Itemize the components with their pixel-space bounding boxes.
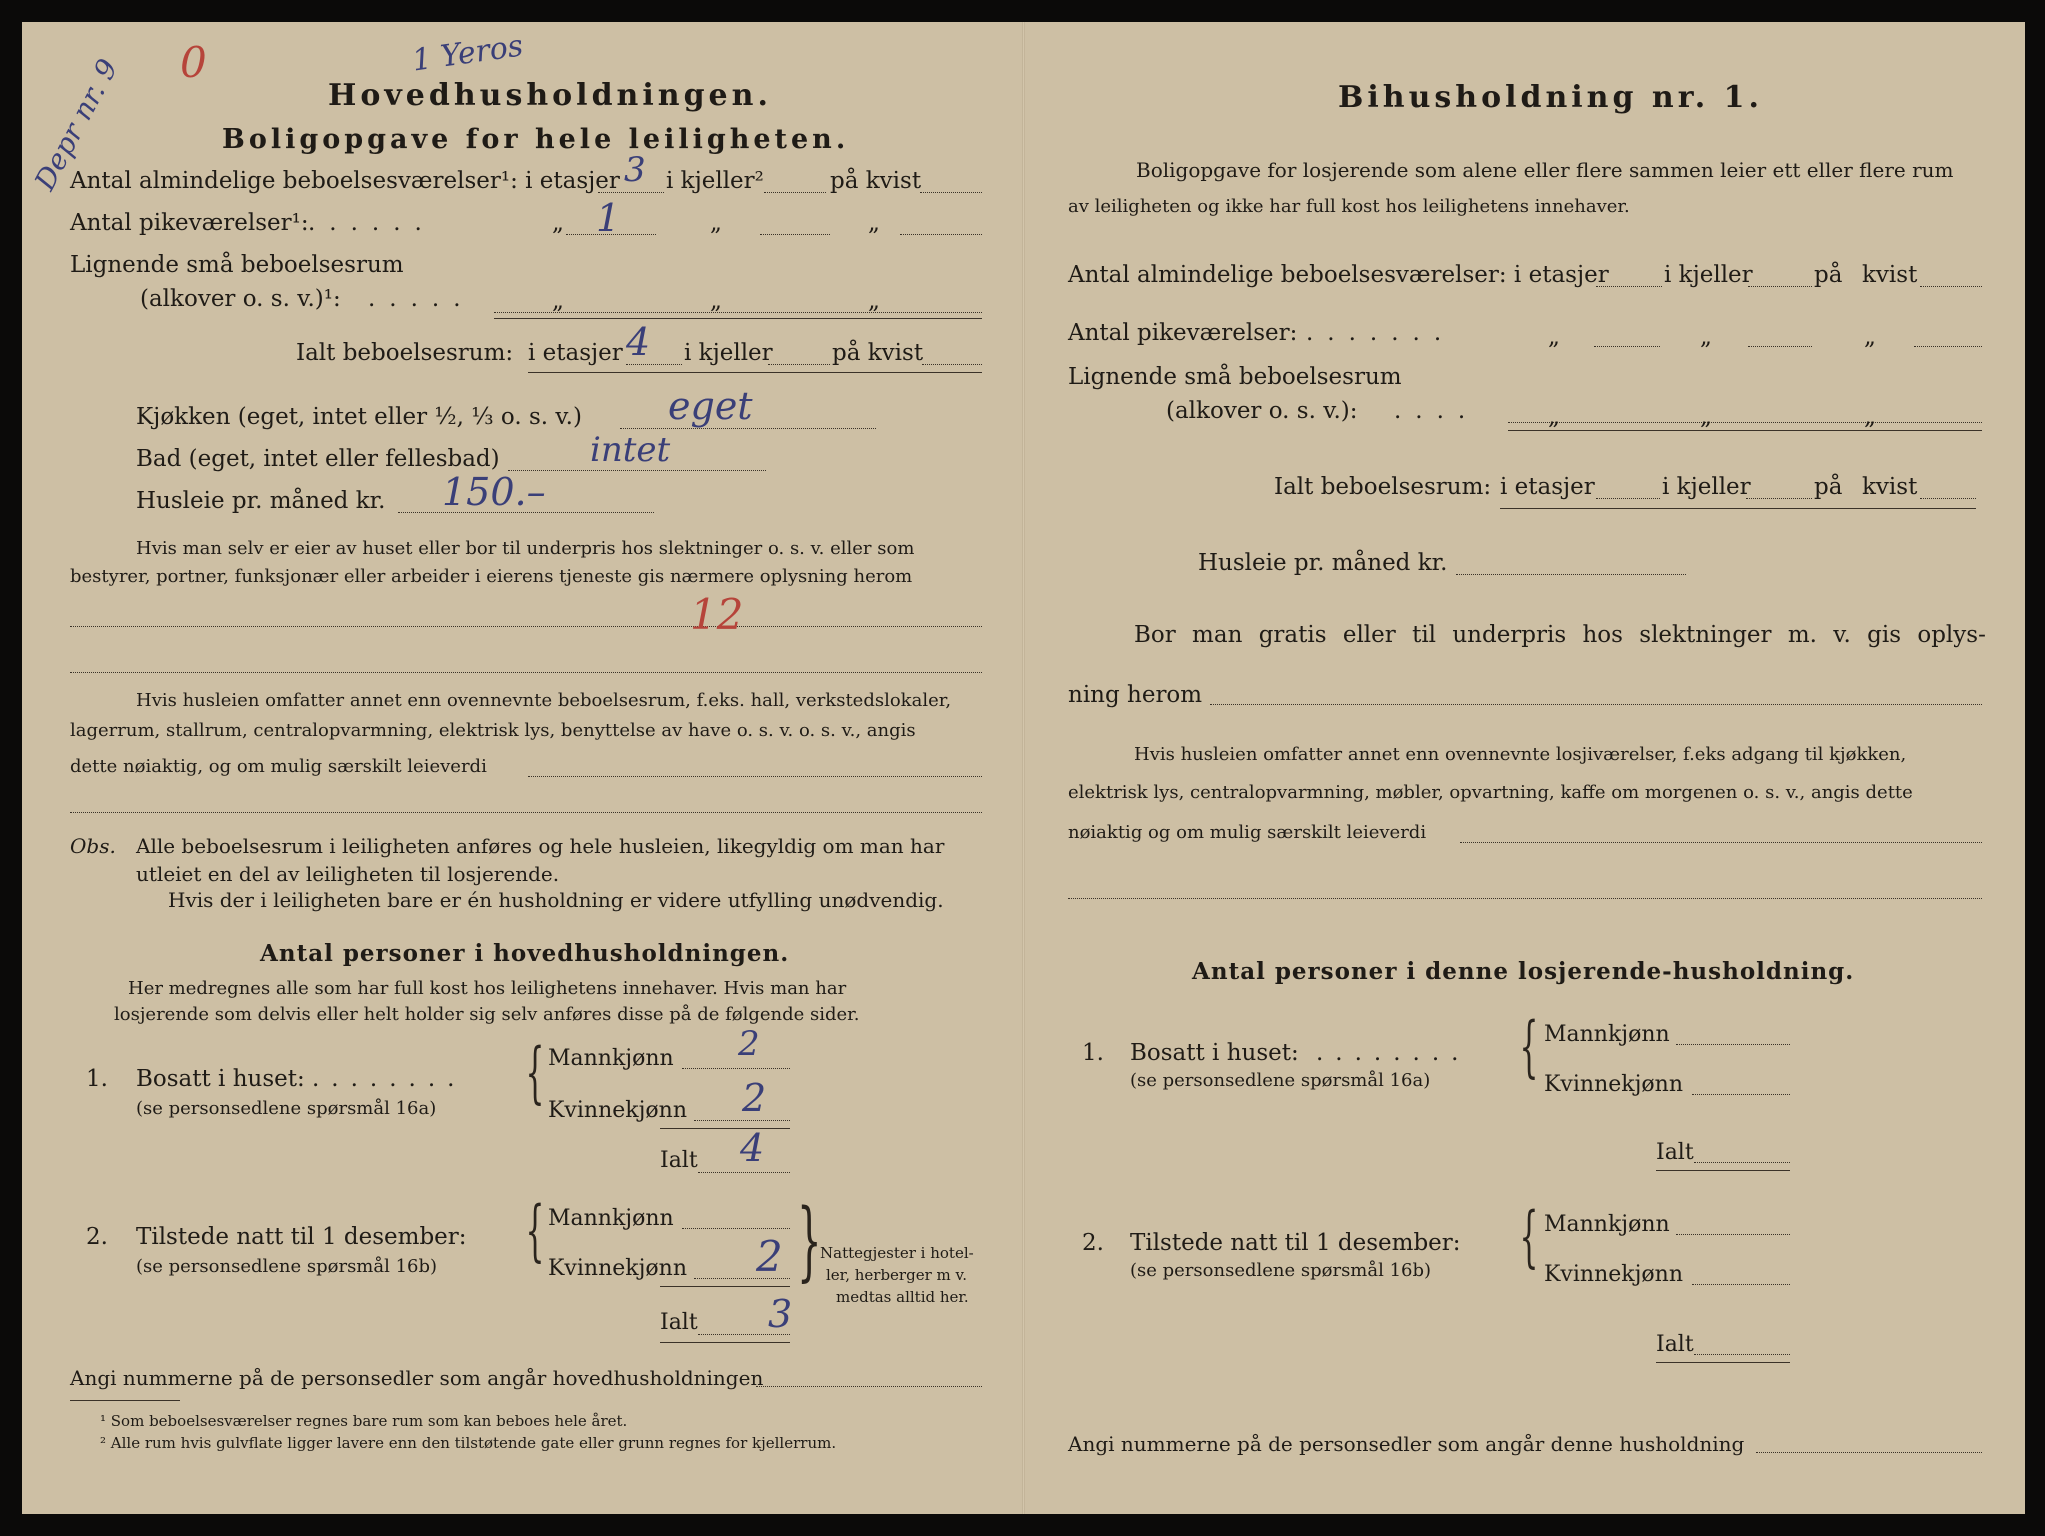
left-q1-ialt-label: Ialt — [660, 1148, 698, 1173]
left-lign-ditto-2: „ — [710, 288, 722, 314]
left-alm-kjeller-label: i kjeller² — [666, 168, 764, 194]
right-q2-number: 2. — [1082, 1230, 1104, 1256]
right-row-alm-label: Antal almindelige beboelsesværelser: i etasjer — [1068, 262, 1609, 288]
right-oms-line-2: elektrisk lys, centralopvarmning, møbler, opvartning, kaffe om morgenen o. s. v., angis dette — [1068, 782, 1913, 803]
left-footnote-1: ¹ Som beboelsesværelser regnes bare rum som kan beboes hele året. — [100, 1412, 628, 1430]
hw-kjokken-value: eget — [668, 384, 753, 428]
right-pike-kvist-field[interactable] — [1914, 346, 1982, 347]
right-oms-line-3: nøiaktig og om mulig særskilt leieverdi — [1068, 822, 1427, 843]
hw-q2-ialt: 3 — [768, 1292, 793, 1336]
left-kjokken-field[interactable] — [620, 428, 876, 429]
right-title: Bihusholdning nr. 1. — [1338, 80, 1763, 115]
right-q1-ialt-field[interactable] — [1694, 1162, 1790, 1163]
right-persons-title: Antal personer i denne losjerende-husholdning. — [1192, 958, 1855, 985]
right-q2-kvinne-field[interactable] — [1692, 1284, 1790, 1285]
left-lign-ditto-1: „ — [552, 288, 564, 314]
left-ialt-etasjer-label: i etasjer — [528, 340, 623, 366]
left-pike-kvist-field[interactable] — [900, 234, 982, 235]
left-q1-label: Bosatt i huset: — [136, 1066, 305, 1092]
left-alm-kvist-label: på kvist — [830, 168, 922, 194]
left-q2-closing-brace: } — [797, 1191, 822, 1291]
left-footnote-rule — [70, 1400, 180, 1401]
right-alm-kjeller-field[interactable] — [1748, 286, 1812, 287]
left-footnote-2: ² Alle rum hvis gulvflate ligger lavere enn den tilstøtende gate eller grunn regnes for kjellerrum. — [100, 1434, 837, 1452]
left-eier-line-1: Hvis man selv er eier av huset eller bor til underpris hos slektninger o. s. v. eller som — [136, 538, 915, 559]
right-q1-ialt-rule — [1656, 1170, 1790, 1171]
left-row-lign-sub-label: (alkover o. s. v.)¹: — [140, 286, 341, 312]
left-q2-mann-label: Mannkjønn — [548, 1206, 674, 1231]
left-lign-field[interactable] — [494, 312, 982, 313]
right-q2-mann-label: Mannkjønn — [1544, 1212, 1670, 1237]
right-oms-field-1[interactable] — [1460, 842, 1982, 843]
left-alm-kvist-field[interactable] — [920, 192, 982, 193]
hw-q1-mann: 2 — [738, 1024, 760, 1064]
right-alm-etasjer-field[interactable] — [1596, 286, 1662, 287]
left-obs-line-1: Alle beboelsesrum i leiligheten anføres og hele husleien, likegyldig om man har — [136, 834, 945, 858]
right-gratis-line-1: Bor man gratis eller til underpris hos slektninger m. v. gis oplys- — [1134, 622, 1986, 648]
right-row-lign-sub-label: (alkover o. s. v.): — [1166, 398, 1358, 424]
right-q2-ialt-label: Ialt — [1656, 1332, 1694, 1357]
right-lign-ditto-2: „ — [1700, 404, 1712, 430]
left-q1-mann-field[interactable] — [682, 1068, 790, 1069]
right-lign-ditto-1: „ — [1548, 404, 1560, 430]
right-q1-kvinne-field[interactable] — [1692, 1094, 1790, 1095]
right-q1-number: 1. — [1082, 1040, 1104, 1066]
right-alm-kvist-field[interactable] — [1920, 286, 1982, 287]
right-pike-ditto-1: „ — [1548, 324, 1560, 350]
left-kjokken-label: Kjøkken (eget, intet eller ½, ⅓ o. s. v.) — [136, 404, 582, 430]
left-eier-line-2: bestyrer, portner, funksjonær eller arbeider i eierens tjeneste gis nærmere oplysning herom — [70, 566, 913, 587]
left-pike-dots: ...... — [308, 210, 436, 236]
left-pike-ditto-3: „ — [868, 210, 880, 236]
right-ialt-etasjer-label: i etasjer — [1500, 474, 1595, 500]
right-intro-line-1: Boligopgave for losjerende som alene eller flere sammen leier ett eller flere rum — [1136, 158, 1954, 182]
left-ialt-kjeller-field[interactable] — [768, 364, 830, 365]
right-ialt-kjeller-field[interactable] — [1746, 498, 1812, 499]
right-lign-field[interactable] — [1508, 422, 1982, 423]
right-pike-ditto-2: „ — [1700, 324, 1712, 350]
hw-bad-value: intet — [590, 430, 671, 470]
right-intro-line-2: av leiligheten og ikke har full kost hos leilighetens innehaver. — [1068, 196, 1630, 217]
right-q1-mann-label: Mannkjønn — [1544, 1022, 1670, 1047]
left-title: Hovedhusholdningen. — [328, 78, 772, 113]
left-natt-line-2: ler, herberger m v. — [826, 1266, 967, 1284]
left-q1-sum-rule — [660, 1128, 790, 1129]
left-lign-sum-rule — [494, 318, 982, 319]
hw-ialt-etasjer-value: 4 — [626, 320, 651, 364]
left-q2-kvinne-label: Kvinnekjønn — [548, 1256, 687, 1281]
right-oms-field-2[interactable] — [1068, 898, 1982, 899]
left-q2-mann-field[interactable] — [682, 1228, 790, 1229]
right-row-lign-label: Lignende små beboelsesrum — [1068, 364, 1402, 390]
left-oms-field-1[interactable] — [528, 776, 982, 777]
right-ialt-kvist-field[interactable] — [1920, 498, 1976, 499]
hw-q1-kvinne: 2 — [742, 1076, 767, 1120]
left-obs-label: Obs. — [70, 834, 116, 858]
right-q1-dots: ........ — [1316, 1040, 1471, 1066]
right-pike-kjeller-field[interactable] — [1748, 346, 1812, 347]
left-q1-kvinne-label: Kvinnekjønn — [548, 1098, 687, 1123]
left-q2-brace: { — [525, 1192, 545, 1269]
hw-top-note: 1 Yeros — [410, 28, 526, 79]
left-obs-line-3: Hvis der i leiligheten bare er én husholdning er videre utfylling unødvendig. — [168, 888, 944, 912]
left-bad-field[interactable] — [508, 470, 766, 471]
right-husleie-field[interactable] — [1456, 574, 1686, 575]
right-q2-label: Tilstede natt til 1 desember: — [1130, 1230, 1461, 1256]
right-row-pike-label: Antal pikeværelser: — [1068, 320, 1298, 346]
left-q2-ialt-rule — [660, 1342, 790, 1343]
right-q1-kvinne-label: Kvinnekjønn — [1544, 1072, 1683, 1097]
right-q1-brace: { — [1519, 1008, 1539, 1085]
left-row-lign-label: Lignende små beboelsesrum — [70, 252, 404, 278]
right-row-ialt-label: Ialt beboelsesrum: — [1274, 474, 1492, 500]
left-eier-field-2[interactable] — [70, 672, 982, 673]
left-row-alm-label: Antal almindelige beboelsesværelser¹: i etasjer — [70, 168, 620, 194]
left-bad-label: Bad (eget, intet eller fellesbad) — [136, 446, 500, 472]
left-ialt-rule — [528, 372, 982, 373]
hw-q1-ialt: 4 — [740, 1126, 765, 1170]
left-natt-line-1: Nattegjester i hotel- — [820, 1244, 974, 1262]
left-q2-sum-rule — [660, 1286, 790, 1287]
right-q2-sub: (se personsedlene spørsmål 16b) — [1130, 1260, 1432, 1281]
hw-margin-note: Depr nr. 9 — [28, 53, 125, 196]
left-q1-brace: { — [525, 1034, 545, 1111]
left-natt-line-3: medtas alltid her. — [836, 1288, 969, 1306]
left-oms-line-1: Hvis husleien omfatter annet enn ovennevnte beboelsesrum, f.eks. hall, verkstedslokaler, — [136, 690, 952, 711]
hw-red-mark: 0 — [180, 38, 207, 87]
left-q1-mann-label: Mannkjønn — [548, 1046, 674, 1071]
left-row-pike-label: Antal pikeværelser¹: — [70, 210, 309, 236]
right-angi-label: Angi nummerne på de personsedler som angår denne husholdning — [1068, 1432, 1745, 1456]
left-q2-label: Tilstede natt til 1 desember: — [136, 1224, 467, 1250]
left-husleie-label: Husleie pr. måned kr. — [136, 488, 386, 514]
right-pike-etasjer-field[interactable] — [1594, 346, 1660, 347]
right-q1-sub: (se personsedlene spørsmål 16a) — [1130, 1070, 1431, 1091]
right-ialt-paa-label: på — [1814, 474, 1843, 500]
right-angi-field[interactable] — [1756, 1452, 1982, 1453]
left-lign-dots: ..... — [368, 286, 475, 312]
right-q2-ialt-rule — [1656, 1362, 1790, 1363]
right-ialt-etasjer-field[interactable] — [1596, 498, 1660, 499]
right-gratis-line-2: ning herom — [1068, 682, 1203, 708]
left-alm-etasjer-field[interactable] — [598, 192, 664, 193]
left-lign-ditto-3: „ — [868, 288, 880, 314]
right-q2-mann-field[interactable] — [1676, 1234, 1790, 1235]
left-ialt-kvist-field[interactable] — [922, 364, 982, 365]
left-q1-dots: ........ — [312, 1066, 467, 1092]
right-ialt-rule — [1500, 508, 1976, 509]
left-q1-sub: (se personsedlene spørsmål 16a) — [136, 1098, 437, 1119]
hw-q2-kvinne: 2 — [756, 1232, 783, 1281]
right-lign-ditto-3: „ — [1864, 404, 1876, 430]
right-q2-ialt-field[interactable] — [1694, 1354, 1790, 1355]
left-q2-sub: (se personsedlene spørsmål 16b) — [136, 1256, 438, 1277]
left-alm-kjeller-field[interactable] — [764, 192, 826, 193]
left-oms-line-2: lagerrum, stallrum, centralopvarmning, elektrisk lys, benyttelse av have o. s. v. o. s. v., angis — [70, 720, 916, 741]
right-lign-sum-rule — [1508, 430, 1982, 431]
left-q1-ialt-field[interactable] — [698, 1172, 790, 1173]
left-persons-line-2: losjerende som delvis eller helt holder sig selv anføres disse på de følgende sider. — [114, 1004, 860, 1025]
left-q2-ialt-label: Ialt — [660, 1310, 698, 1335]
left-persons-line-1: Her medregnes alle som har full kost hos leilighetens innehaver. Hvis man har — [128, 978, 847, 999]
right-husleie-label: Husleie pr. måned kr. — [1198, 550, 1448, 576]
left-pike-ditto-1: „ — [552, 210, 564, 236]
left-angi-field[interactable] — [756, 1386, 982, 1387]
right-pike-ditto-3: „ — [1864, 324, 1876, 350]
right-pike-dots: ....... — [1306, 320, 1456, 346]
right-q1-label: Bosatt i huset: — [1130, 1040, 1299, 1066]
left-q2-number: 2. — [86, 1224, 108, 1250]
right-q1-ialt-label: Ialt — [1656, 1140, 1694, 1165]
left-q1-kvinne-field[interactable] — [694, 1120, 790, 1121]
left-angi-label: Angi nummerne på de personsedler som angår hovedhusholdningen — [70, 1366, 764, 1390]
right-ialt-kvist-label: kvist — [1862, 474, 1918, 500]
right-lign-dots: .... — [1394, 398, 1480, 424]
right-q2-kvinne-label: Kvinnekjønn — [1544, 1262, 1683, 1287]
hw-etasjer-value: 3 — [624, 150, 646, 190]
left-oms-field-2[interactable] — [70, 812, 982, 813]
right-q1-mann-field[interactable] — [1676, 1044, 1790, 1045]
hw-pike-value: 1 — [596, 196, 621, 240]
left-q1-number: 1. — [86, 1066, 108, 1092]
right-ialt-kjeller-label: i kjeller — [1662, 474, 1751, 500]
right-q2-brace: { — [1519, 1198, 1539, 1275]
right-alm-kvist-label: kvist — [1862, 262, 1918, 288]
left-ialt-kvist-label: på kvist — [832, 340, 924, 366]
left-eier-field-1[interactable] — [70, 626, 982, 627]
right-alm-paa-label: på — [1814, 262, 1843, 288]
right-oms-line-1: Hvis husleien omfatter annet enn ovennevnte losjiværelser, f.eks adgang til kjøkken, — [1134, 744, 1907, 765]
right-gratis-field[interactable] — [1210, 704, 1982, 705]
left-persons-title: Antal personer i hovedhusholdningen. — [260, 940, 790, 967]
left-pike-ditto-2: „ — [710, 210, 722, 236]
hw-husleie-value: 150.– — [442, 470, 546, 514]
right-alm-kjeller-label: i kjeller — [1664, 262, 1753, 288]
hw-red-number: 12 — [690, 590, 744, 639]
left-ialt-etasjer-field[interactable] — [626, 364, 682, 365]
left-ialt-kjeller-label: i kjeller — [684, 340, 773, 366]
left-subtitle: Boligopgave for hele leiligheten. — [222, 124, 850, 155]
left-oms-line-3: dette nøiaktig, og om mulig særskilt leieverdi — [70, 756, 487, 777]
left-pike-kjeller-field[interactable] — [760, 234, 830, 235]
left-row-ialt-label: Ialt beboelsesrum: — [296, 340, 514, 366]
left-obs-line-2: utleiet en del av leiligheten til losjerende. — [136, 862, 560, 886]
